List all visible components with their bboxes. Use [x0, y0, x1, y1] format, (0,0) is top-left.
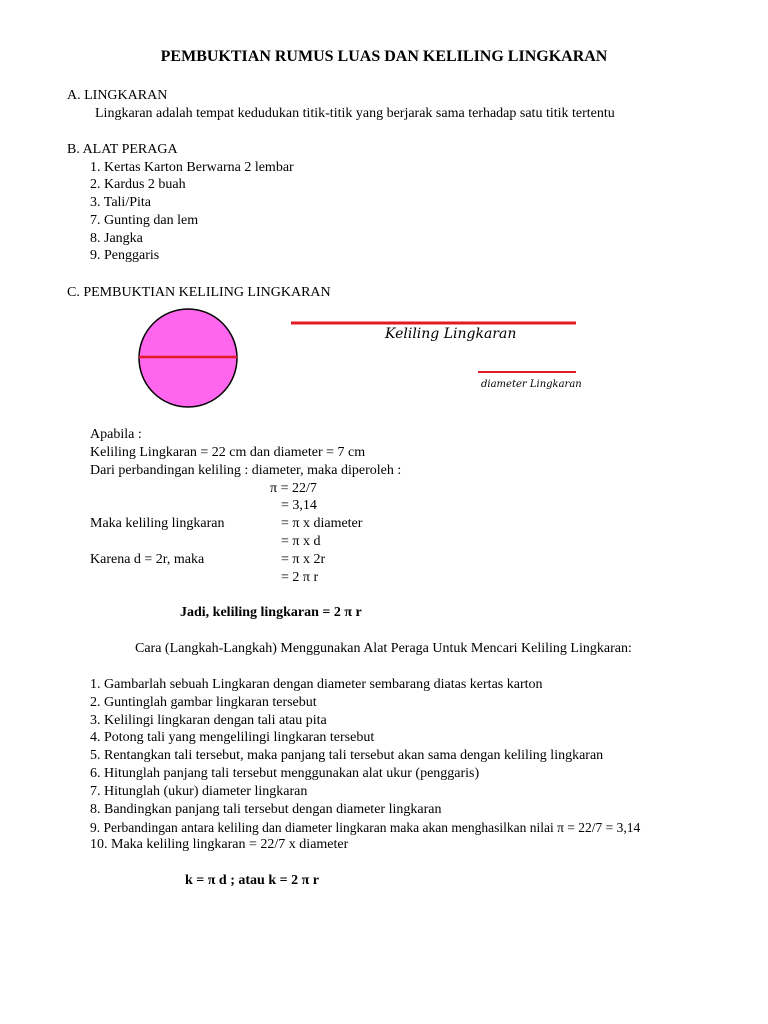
step-item: 4. Potong tali yang mengelilingi lingkaran tersebut	[90, 730, 375, 745]
karena-label: Karena d = 2r, maka	[90, 552, 205, 567]
keliling-label: Keliling Lingkaran	[385, 326, 517, 342]
karena-equation-2: = 2 π r	[281, 570, 319, 585]
step-item: 7. Hitunglah (ukur) diameter lingkaran	[90, 784, 308, 799]
apabila-text: Apabila :	[90, 427, 142, 442]
section-c-heading: C. PEMBUKTIAN KELILING LINGKARAN	[67, 285, 331, 300]
tool-item: 9. Penggaris	[90, 248, 160, 263]
step-item: 9. Perbandingan antara keliling dan diameter lingkaran maka akan menghasilkan nilai π = 22/7 = 3,14	[90, 820, 641, 835]
pi-equation: π = 22/7	[270, 481, 317, 496]
tool-item: 2. Kardus 2 buah	[90, 177, 186, 192]
section-b-heading: B. ALAT PERAGA	[67, 142, 178, 157]
step-item: 8. Bandingkan panjang tali tersebut dengan diameter lingkaran	[90, 802, 442, 817]
step-item: 5. Rentangkan tali tersebut, maka panjang tali tersebut akan sama dengan keliling lingkaran	[90, 748, 604, 763]
tool-item: 8. Jangka	[90, 231, 143, 246]
maka-label: Maka keliling lingkaran	[90, 516, 225, 531]
maka-equation-1: = π x diameter	[281, 516, 363, 531]
ratio-statement: Dari perbandingan keliling : diameter, maka diperoleh :	[90, 463, 402, 478]
step-item: 1. Gambarlah sebuah Lingkaran dengan diameter sembarang diatas kertas karton	[90, 677, 543, 692]
tool-item: 1. Kertas Karton Berwarna 2 lembar	[90, 160, 294, 175]
tool-item: 7. Gunting dan lem	[90, 213, 199, 228]
section-a-definition: Lingkaran adalah tempat kedudukan titik-titik yang berjarak sama terhadap satu titik tertentu	[95, 106, 615, 121]
step-item: 6. Hitunglah panjang tali tersebut menggunakan alat ukur (penggaris)	[90, 766, 480, 781]
step-item: 10. Maka keliling lingkaran = 22/7 x diameter	[90, 837, 349, 852]
tool-item: 3. Tali/Pita	[90, 195, 151, 210]
final-formula: k = π d ; atau k = 2 π r	[185, 873, 319, 888]
maka-equation-2: = π x d	[281, 534, 321, 549]
diameter-label: diameter Lingkaran	[481, 379, 582, 390]
given-values: Keliling Lingkaran = 22 cm dan diameter = 7 cm	[90, 445, 366, 460]
karena-equation-1: = π x 2r	[281, 552, 326, 567]
page-title: PEMBUKTIAN RUMUS LUAS DAN KELILING LINGKARAN	[160, 48, 608, 65]
cara-heading: Cara (Langkah-Langkah) Menggunakan Alat Peraga Untuk Mencari Keliling Lingkaran:	[135, 641, 632, 656]
section-a-heading: A. LINGKARAN	[67, 88, 168, 103]
step-item: 2. Guntinglah gambar lingkaran tersebut	[90, 695, 317, 710]
pi-value: = 3,14	[281, 498, 317, 513]
step-item: 3. Kelilingi lingkaran dengan tali atau pita	[90, 713, 327, 728]
conclusion: Jadi, keliling lingkaran = 2 π r	[180, 605, 362, 620]
